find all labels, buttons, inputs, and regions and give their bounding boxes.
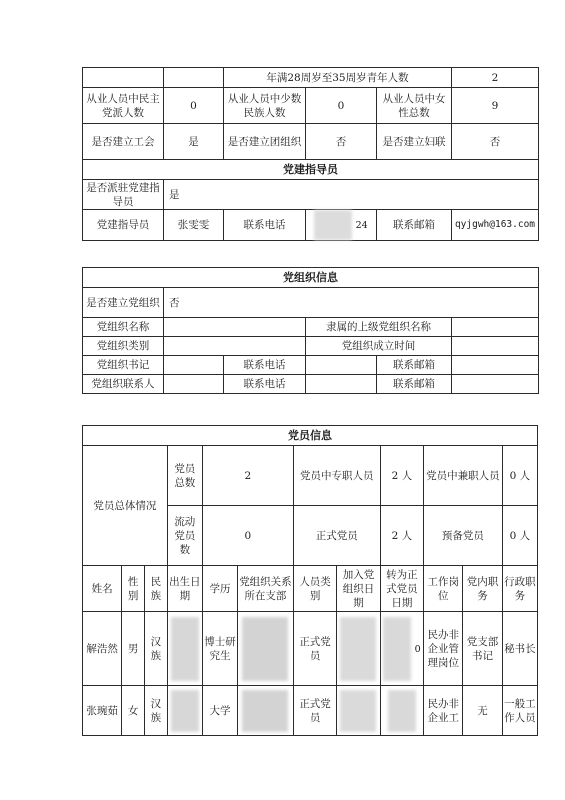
- floating-label: 流动党员数: [167, 506, 202, 566]
- probationary-label: 预备党员: [424, 506, 503, 566]
- member-birthdate: [167, 612, 202, 686]
- member-birthdate: [167, 686, 202, 736]
- member-admin-post: 一般工作人员: [502, 686, 537, 736]
- org-category-label: 党组织类别: [83, 337, 164, 356]
- member-job: 民办非企业管理岗位: [424, 612, 463, 686]
- fulltime-label: 党员中专职人员: [293, 446, 380, 506]
- col-header: 姓名: [83, 566, 122, 612]
- member-row: [83, 612, 538, 686]
- col-header: 党组织关系所在支部: [238, 566, 294, 612]
- female-count-label: 从业人员中女性总数: [377, 88, 452, 124]
- org-name-row: [83, 318, 539, 337]
- youth-count-row: [83, 68, 539, 88]
- secretary-row: [83, 356, 539, 375]
- redacted-block: [383, 617, 411, 681]
- parttime-value: 0 人: [502, 446, 537, 506]
- redacted-block: [171, 690, 199, 732]
- member-gender: 男: [122, 612, 145, 686]
- youth-league-value: 否: [306, 124, 377, 160]
- member-formal-date: [380, 612, 423, 686]
- superior-org-label: 隶属的上级党组织名称: [306, 318, 452, 337]
- ethnic-minority-count-label: 从业人员中少数民族人数: [224, 88, 306, 124]
- female-count-value: 9: [452, 88, 539, 124]
- members-section-title: 党员信息: [83, 426, 538, 446]
- youth-count-value: 2: [452, 68, 539, 88]
- phone-suffix: 24: [355, 220, 368, 231]
- contact-phone-value: [306, 375, 377, 394]
- member-header-row: [83, 566, 538, 612]
- contact-email-label: 联系邮箱: [377, 375, 452, 394]
- counts-row: [83, 88, 539, 124]
- secretary-phone-label: 联系电话: [224, 356, 306, 375]
- org-category-value: [164, 337, 306, 356]
- superior-org-value: [452, 318, 539, 337]
- org-founded-value: [452, 337, 539, 356]
- democratic-party-count-value: 0: [164, 88, 224, 124]
- employee-stats-table: [82, 67, 539, 241]
- party-guide-section-title: 党建指导员: [83, 160, 539, 180]
- guide-email: qyjgwh@163.com: [452, 210, 539, 241]
- member-education: 大学: [202, 686, 237, 736]
- member-join-date: [337, 686, 380, 736]
- member-job: 民办非企业工: [424, 686, 463, 736]
- col-header: 党内职务: [463, 566, 502, 612]
- redacted-block: [340, 617, 376, 681]
- member-branch: [238, 612, 294, 686]
- total-value: 2: [202, 446, 293, 506]
- guide-phone-label: 联系电话: [224, 210, 306, 241]
- col-header: 行政职务: [502, 566, 537, 612]
- total-label: 党员总数: [167, 446, 202, 506]
- org-established-row: [83, 288, 539, 318]
- col-header: 人员类别: [293, 566, 336, 612]
- col-header: 出生日期: [167, 566, 202, 612]
- org-founded-label: 党组织成立时间: [306, 337, 452, 356]
- women-federation-label: 是否建立妇联: [377, 124, 452, 160]
- contact-email-value: [452, 375, 539, 394]
- member-category: 正式党员: [293, 686, 336, 736]
- formal-label: 正式党员: [293, 506, 380, 566]
- contact-person-row: [83, 375, 539, 394]
- member-formal-date: [380, 686, 423, 736]
- parttime-label: 党员中兼职人员: [424, 446, 503, 506]
- member-ethnicity: 汉族: [145, 686, 168, 736]
- fulltime-value: 2 人: [380, 446, 423, 506]
- col-header: 民族: [145, 566, 168, 612]
- member-ethnicity: 汉族: [145, 612, 168, 686]
- guide-dispatched-row: [83, 180, 539, 210]
- union-value: 是: [164, 124, 224, 160]
- org-name-label: 党组织名称: [83, 318, 164, 337]
- member-gender: 女: [122, 686, 145, 736]
- col-header: 性别: [122, 566, 145, 612]
- redacted-phone: [314, 210, 352, 240]
- secretary-label: 党组织书记: [83, 356, 164, 375]
- secretary-email-label: 联系邮箱: [377, 356, 452, 375]
- guide-email-label: 联系邮箱: [377, 210, 452, 241]
- org-established-label: 是否建立党组织: [83, 288, 164, 318]
- contact-person-value: [164, 375, 224, 394]
- contact-phone-label: 联系电话: [224, 375, 306, 394]
- col-header: 转为正式党员日期: [380, 566, 423, 612]
- contact-person-label: 党组织联系人: [83, 375, 164, 394]
- org-category-row: [83, 337, 539, 356]
- member-party-post: 党支部书记: [463, 612, 502, 686]
- date-fragment: 0: [414, 643, 421, 655]
- youth-count-label: 年满28周岁至35周岁青年人数: [224, 68, 452, 88]
- member-totals-row: [83, 446, 538, 506]
- democratic-party-count-label: 从业人员中民主党派人数: [83, 88, 164, 124]
- member-category: 正式党员: [293, 612, 336, 686]
- floating-value: 0: [202, 506, 293, 566]
- overall-label: 党员总体情况: [83, 446, 168, 566]
- member-join-date: [337, 612, 380, 686]
- member-row: [83, 686, 538, 736]
- col-header: 工作岗位: [424, 566, 463, 612]
- redacted-block: [242, 617, 288, 681]
- probationary-value: 0 人: [502, 506, 537, 566]
- party-organization-table: [82, 267, 539, 394]
- party-members-table: [82, 425, 538, 736]
- member-branch: [238, 686, 294, 736]
- secretary-phone-value: [306, 356, 377, 375]
- guide-name: 张雯雯: [164, 210, 224, 241]
- youth-league-label: 是否建立团组织: [224, 124, 306, 160]
- guide-contact-row: [83, 210, 539, 241]
- org-name-value: [164, 318, 306, 337]
- union-label: 是否建立工会: [83, 124, 164, 160]
- formal-value: 2 人: [380, 506, 423, 566]
- member-name: 解浩然: [83, 612, 122, 686]
- guide-dispatched-label: 是否派驻党建指导员: [83, 180, 164, 210]
- redacted-block: [242, 690, 288, 732]
- member-education: 博士研究生: [202, 612, 237, 686]
- women-federation-value: 否: [452, 124, 539, 160]
- organizations-row: [83, 124, 539, 160]
- org-established-value: 否: [164, 288, 539, 318]
- member-admin-post: 秘书长: [502, 612, 537, 686]
- col-header: 加入党组织日期: [337, 566, 380, 612]
- member-party-post: 无: [463, 686, 502, 736]
- redacted-block: [171, 617, 199, 681]
- secretary-value: [164, 356, 224, 375]
- redacted-block: [388, 690, 416, 732]
- ethnic-minority-count-value: 0: [306, 88, 377, 124]
- guide-label: 党建指导员: [83, 210, 164, 241]
- guide-phone: [306, 210, 377, 241]
- redacted-block: [340, 690, 376, 732]
- col-header: 学历: [202, 566, 237, 612]
- guide-dispatched-value: 是: [164, 180, 539, 210]
- member-name: 张琬茹: [83, 686, 122, 736]
- secretary-email-value: [452, 356, 539, 375]
- party-org-section-title: 党组织信息: [83, 268, 539, 288]
